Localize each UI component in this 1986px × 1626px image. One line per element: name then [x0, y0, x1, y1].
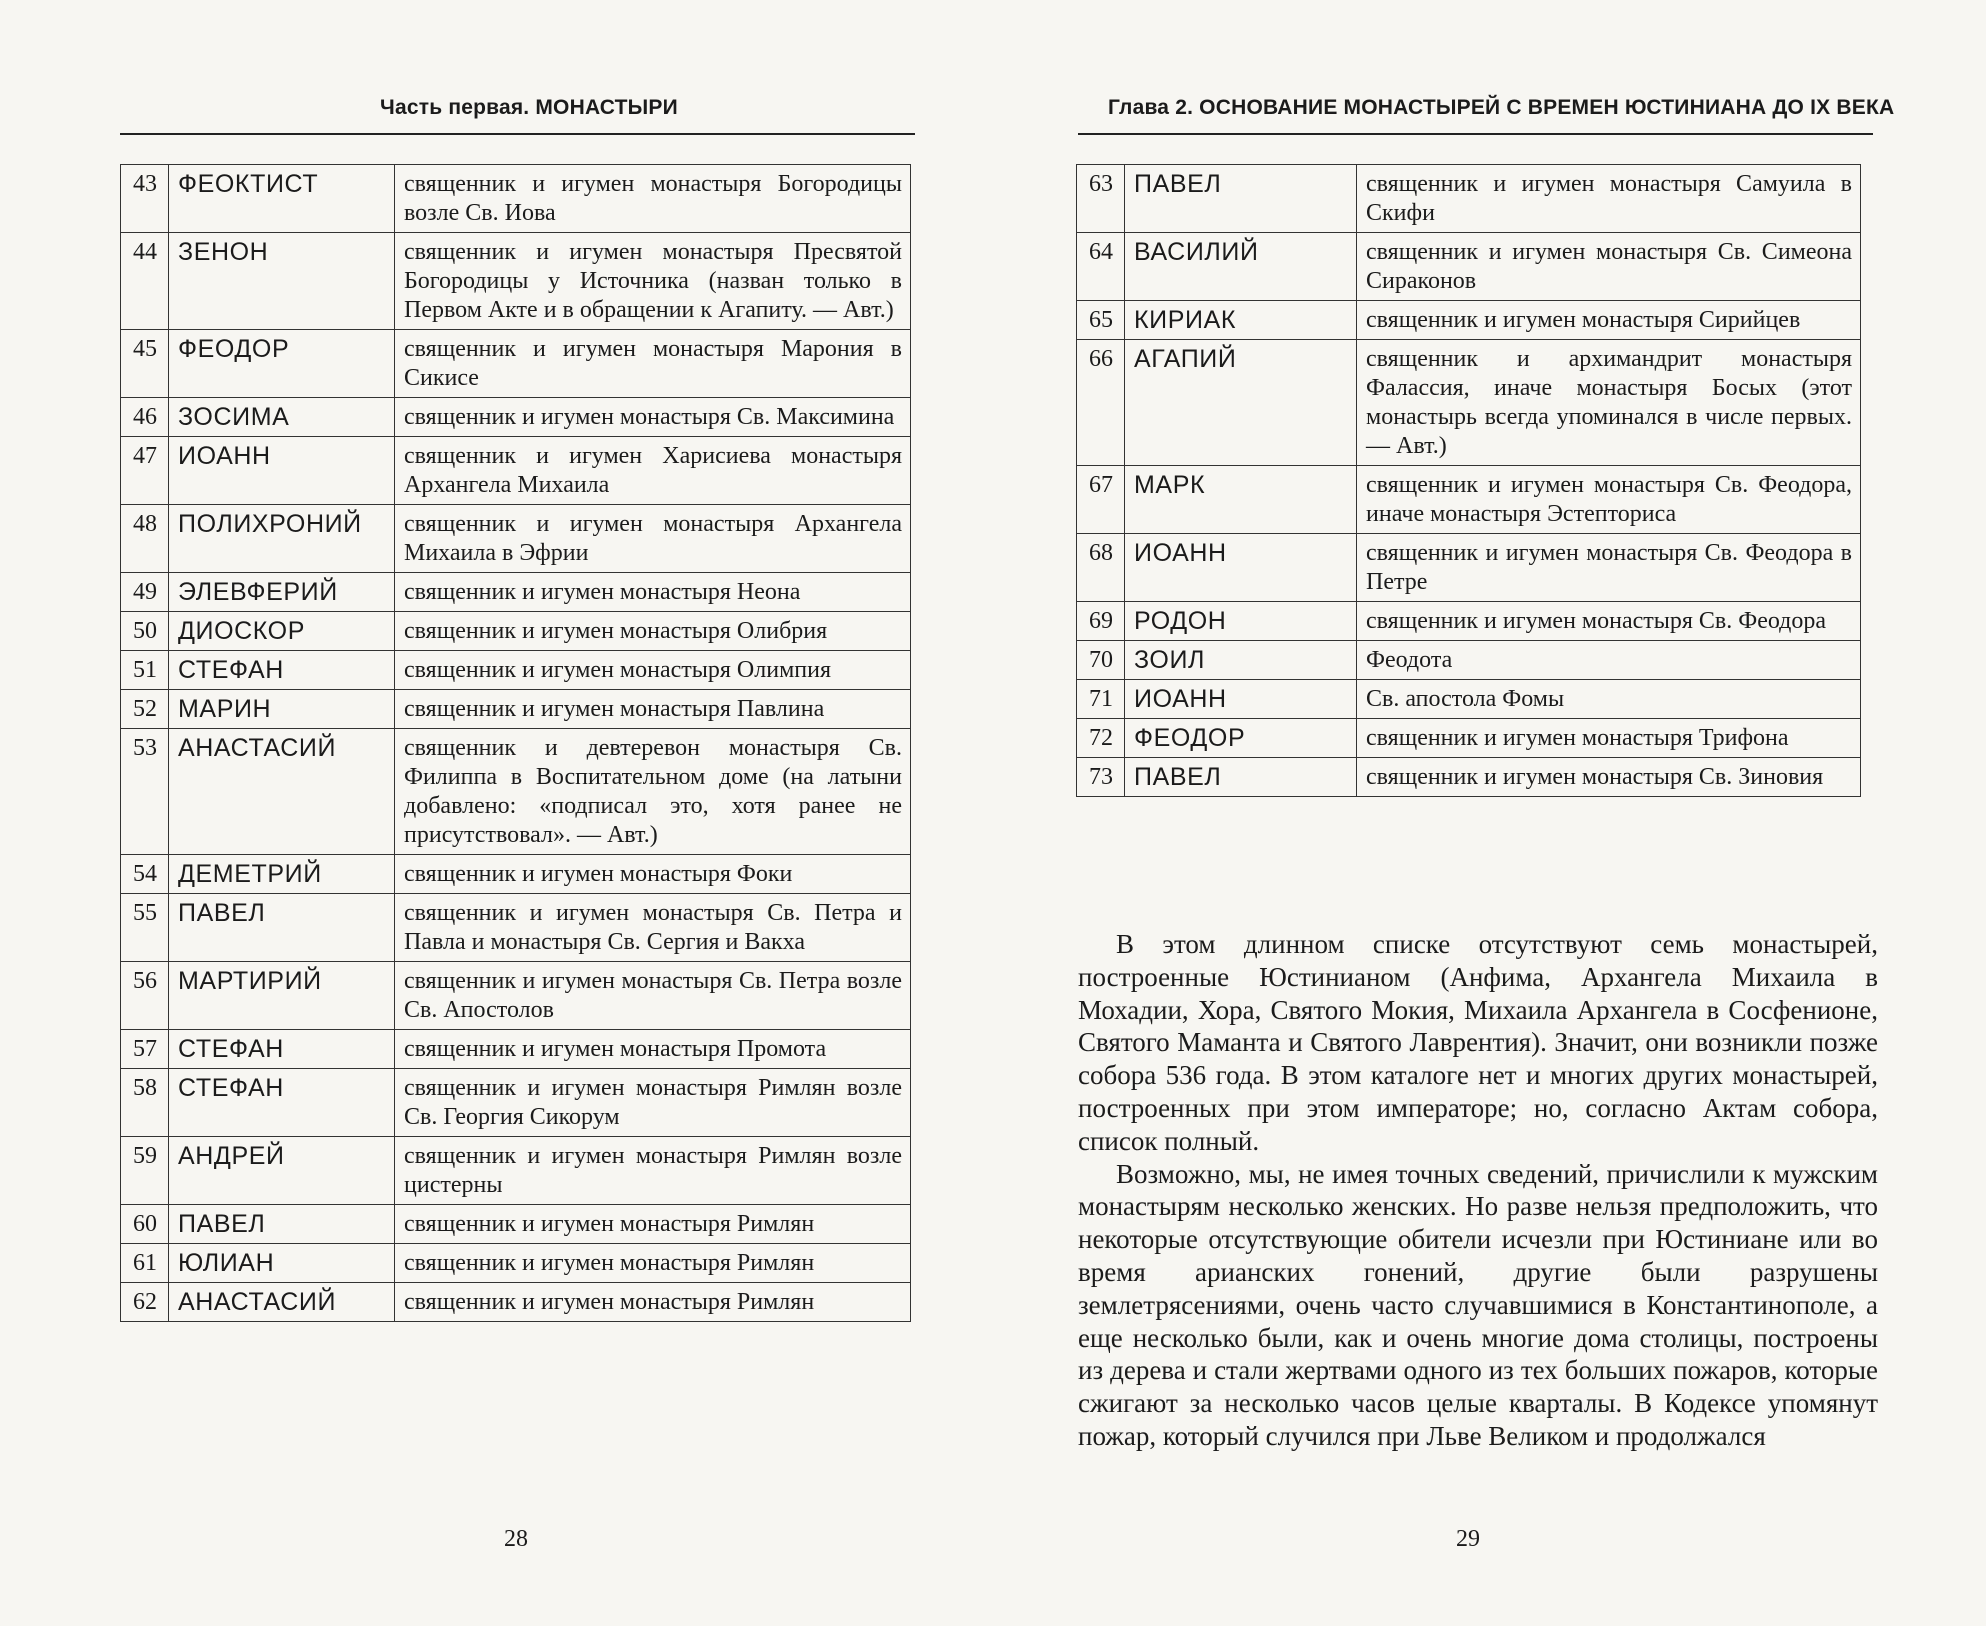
- entry-description: священник и игумен монастыря Марония в Сикисе: [395, 330, 911, 398]
- table-row: [1077, 719, 1861, 758]
- entry-name: ПАВЕЛ: [1125, 758, 1357, 797]
- entry-number: 73: [1077, 758, 1125, 797]
- entry-description: священник и игумен монастыря Св. Симеона Сираконов: [1357, 233, 1861, 301]
- entry-number: 45: [121, 330, 169, 398]
- entry-description: священник и игумен монастыря Римлян: [395, 1244, 911, 1283]
- entry-description: священник и игумен монастыря Римлян: [395, 1283, 911, 1322]
- entry-number: 51: [121, 651, 169, 690]
- table-row: [1077, 340, 1861, 466]
- right-page: [990, 0, 1986, 1626]
- table-row: [121, 573, 911, 612]
- entry-description: священник и игумен монастыря Олибрия: [395, 612, 911, 651]
- entry-name: ПАВЕЛ: [1125, 165, 1357, 233]
- entry-description: священник и игумен монастыря Римлян: [395, 1205, 911, 1244]
- entry-description: священник и игумен монастыря Неона: [395, 573, 911, 612]
- entry-name: ЮЛИАН: [169, 1244, 395, 1283]
- entry-name: ВАСИЛИЙ: [1125, 233, 1357, 301]
- entry-name: ЗОСИМА: [169, 398, 395, 437]
- paragraph: Возможно, мы, не имея точных сведений, причислили к мужским монастырям несколько женских. Но разве нельзя предположить, что некоторые отсутствующие обители исчезли при Юстиниане или во время арианских гонений, другие были разрушены землетрясениями, очень часто случавшимися в Константинополе, а еще несколько были, как и очень многие дома столицы, построены из дерева и стали жертвами одного из тех больших пожаров, которые сжигают за несколько часов целые кварталы. В Кодексе упомянут пожар, который случился при Льве Великом и продолжался: [1078, 1158, 1878, 1451]
- entry-number: 64: [1077, 233, 1125, 301]
- entry-description: священник и игумен монастыря Св. Петра возле Св. Апостолов: [395, 962, 911, 1030]
- entry-description: священник и архимандрит монастыря Фалассия, иначе монастыря Босых (этот монастырь всегда упоминался в числе первых. — Авт.): [1357, 340, 1861, 466]
- entry-description: священник и игумен монастыря Св. Зиновия: [1357, 758, 1861, 797]
- entry-number: 54: [121, 855, 169, 894]
- table-row: [121, 165, 911, 233]
- entry-number: 43: [121, 165, 169, 233]
- entry-number: 47: [121, 437, 169, 505]
- clergy-table: [120, 164, 911, 1322]
- table-row: [121, 894, 911, 962]
- running-head: Часть первая. МОНАСТЫРИ: [380, 96, 678, 119]
- header-rule: [120, 133, 915, 135]
- left-page: [0, 0, 990, 1626]
- entry-number: 61: [121, 1244, 169, 1283]
- table-row: [121, 1137, 911, 1205]
- table-row: [121, 651, 911, 690]
- entry-name: АНАСТАСИЙ: [169, 729, 395, 855]
- entry-name: ИОАНН: [1125, 534, 1357, 602]
- entry-name: РОДОН: [1125, 602, 1357, 641]
- header-rule: [1078, 133, 1873, 135]
- entry-name: СТЕФАН: [169, 651, 395, 690]
- entry-name: ПАВЕЛ: [169, 894, 395, 962]
- entry-description: священник и игумен монастыря Св. Феодора: [1357, 602, 1861, 641]
- table-row: [1077, 680, 1861, 719]
- entry-name: АНДРЕЙ: [169, 1137, 395, 1205]
- table-row: [121, 1244, 911, 1283]
- entry-number: 46: [121, 398, 169, 437]
- entry-name: СТЕФАН: [169, 1030, 395, 1069]
- table-row: [121, 855, 911, 894]
- entry-name: АГАПИЙ: [1125, 340, 1357, 466]
- entry-name: ДЕМЕТРИЙ: [169, 855, 395, 894]
- entry-name: ЗОИЛ: [1125, 641, 1357, 680]
- table-row: [1077, 641, 1861, 680]
- entry-description: священник и игумен монастыря Сирийцев: [1357, 301, 1861, 340]
- entry-number: 56: [121, 962, 169, 1030]
- entry-description: священник и игумен монастыря Св. Феодора в Петре: [1357, 534, 1861, 602]
- entry-name: МАРИН: [169, 690, 395, 729]
- entry-description: Феодота: [1357, 641, 1861, 680]
- entry-name: МАРК: [1125, 466, 1357, 534]
- entry-description: священник и игумен монастыря Св. Петра и Павла и монастыря Св. Сергия и Вакха: [395, 894, 911, 962]
- entry-description: священник и игумен монастыря Павлина: [395, 690, 911, 729]
- entry-number: 53: [121, 729, 169, 855]
- entry-name: ПОЛИХРОНИЙ: [169, 505, 395, 573]
- entry-name: МАРТИРИЙ: [169, 962, 395, 1030]
- entry-number: 67: [1077, 466, 1125, 534]
- entry-name: ФЕОДОР: [1125, 719, 1357, 758]
- entry-number: 66: [1077, 340, 1125, 466]
- table-row: [1077, 165, 1861, 233]
- entry-description: священник и девтеревон монастыря Св. Филиппа в Воспитательном доме (на латыни добавлено: «подписал это, хотя ранее не присутствовал». — Авт.): [395, 729, 911, 855]
- page-number: 28: [504, 1526, 528, 1552]
- entry-number: 65: [1077, 301, 1125, 340]
- entry-name: ЭЛЕВФЕРИЙ: [169, 573, 395, 612]
- entry-number: 62: [121, 1283, 169, 1322]
- entry-number: 71: [1077, 680, 1125, 719]
- entry-description: Св. апостола Фомы: [1357, 680, 1861, 719]
- entry-name: ФЕОКТИСТ: [169, 165, 395, 233]
- table-row: [1077, 758, 1861, 797]
- entry-description: священник и игумен монастыря Римлян возле цистерны: [395, 1137, 911, 1205]
- running-head: Глава 2. ОСНОВАНИЕ МОНАСТЫРЕЙ С ВРЕМЕН ЮСТИНИАНА ДО IX ВЕКА: [1108, 96, 1895, 119]
- entry-description: священник и игумен монастыря Самуила в Скифи: [1357, 165, 1861, 233]
- entry-description: священник и игумен монастыря Пресвятой Богородицы у Источника (назван только в Первом Акте и в обращении к Агапиту. — Авт.): [395, 233, 911, 330]
- entry-number: 68: [1077, 534, 1125, 602]
- table-row: [121, 962, 911, 1030]
- entry-description: священник и игумен Харисиева монастыря Архангела Михаила: [395, 437, 911, 505]
- entry-description: священник и игумен монастыря Трифона: [1357, 719, 1861, 758]
- table-row: [121, 398, 911, 437]
- entry-number: 70: [1077, 641, 1125, 680]
- entry-number: 44: [121, 233, 169, 330]
- body-text: [1078, 928, 1878, 1453]
- entry-description: священник и игумен монастыря Фоки: [395, 855, 911, 894]
- entry-number: 59: [121, 1137, 169, 1205]
- table-row: [121, 437, 911, 505]
- entry-name: СТЕФАН: [169, 1069, 395, 1137]
- table-row: [1077, 301, 1861, 340]
- table-row: [121, 1205, 911, 1244]
- entry-description: священник и игумен монастыря Богородицы возле Св. Иова: [395, 165, 911, 233]
- table-row: [121, 330, 911, 398]
- entry-name: ИОАНН: [1125, 680, 1357, 719]
- entry-name: ДИОСКОР: [169, 612, 395, 651]
- entry-number: 49: [121, 573, 169, 612]
- entry-name: ПАВЕЛ: [169, 1205, 395, 1244]
- table-row: [1077, 466, 1861, 534]
- entry-description: священник и игумен монастыря Св. Феодора, иначе монастыря Эстепториса: [1357, 466, 1861, 534]
- paragraph: В этом длинном списке отсутствуют семь монастырей, построенные Юстинианом (Анфима, Архангела Михаила в Мохадии, Хора, Святого Мокия, Михаила Архангела в Сосфенионе, Святого Маманта и Святого Лаврентия). Значит, они возникли позже собора 536 года. В этом каталоге нет и многих других монастырей, построенных при этом императоре; но, согласно Актам собора, список полный.: [1078, 929, 1878, 1156]
- table-row: [1077, 233, 1861, 301]
- entry-description: священник и игумен монастыря Олимпия: [395, 651, 911, 690]
- table-row: [121, 1283, 911, 1322]
- entry-description: священник и игумен монастыря Промота: [395, 1030, 911, 1069]
- clergy-table: [1076, 164, 1861, 797]
- table-row: [121, 1069, 911, 1137]
- entry-number: 58: [121, 1069, 169, 1137]
- entry-name: ЗЕНОН: [169, 233, 395, 330]
- table-row: [121, 612, 911, 651]
- entry-number: 52: [121, 690, 169, 729]
- table-row: [121, 690, 911, 729]
- entry-number: 50: [121, 612, 169, 651]
- entry-description: священник и игумен монастыря Св. Максимина: [395, 398, 911, 437]
- entry-number: 48: [121, 505, 169, 573]
- table-row: [121, 1030, 911, 1069]
- entry-number: 60: [121, 1205, 169, 1244]
- entry-number: 72: [1077, 719, 1125, 758]
- table-row: [1077, 602, 1861, 641]
- entry-name: АНАСТАСИЙ: [169, 1283, 395, 1322]
- entry-name: ФЕОДОР: [169, 330, 395, 398]
- entry-name: КИРИАК: [1125, 301, 1357, 340]
- entry-name: ИОАНН: [169, 437, 395, 505]
- entry-number: 55: [121, 894, 169, 962]
- table-row: [121, 505, 911, 573]
- entry-description: священник и игумен монастыря Архангела Михаила в Эфрии: [395, 505, 911, 573]
- table-row: [121, 233, 911, 330]
- entry-number: 63: [1077, 165, 1125, 233]
- entry-number: 69: [1077, 602, 1125, 641]
- table-row: [121, 729, 911, 855]
- page-number: 29: [1456, 1526, 1480, 1552]
- entry-number: 57: [121, 1030, 169, 1069]
- table-row: [1077, 534, 1861, 602]
- entry-description: священник и игумен монастыря Римлян возле Св. Георгия Сикорум: [395, 1069, 911, 1137]
